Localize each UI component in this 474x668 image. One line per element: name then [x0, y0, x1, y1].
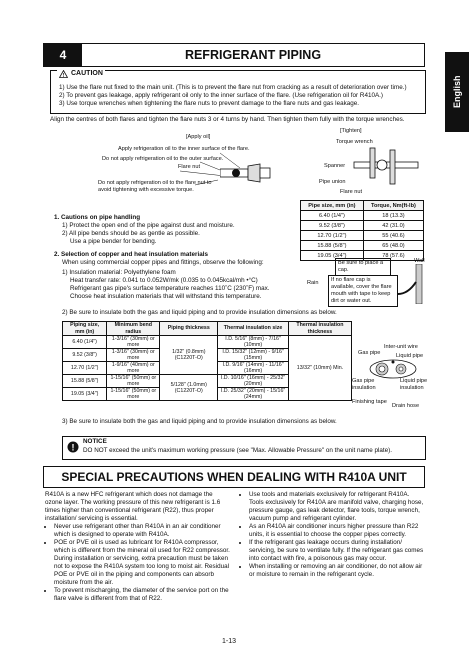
table-cell: 5/128" (1.0mm) (C1220T-O) — [160, 375, 218, 401]
left-bullets — [45, 523, 230, 603]
list-item: • If the refrigerant gas leakage occurs during installation/ servicing, be sure to ventilate fully. If the refrigerant gas comes into contact with fire, a poisonous gas may occur. — [249, 539, 424, 563]
table-row — [301, 241, 424, 251]
spanner-label: Spanner — [324, 163, 346, 169]
selection-heading: 2. Selection of copper and heat insulation materials — [54, 251, 208, 258]
svg-text:!: ! — [71, 442, 75, 453]
caution-header — [57, 70, 105, 78]
language-tab: English — [445, 52, 469, 132]
table-header: Torque, Nm(ft-lb) — [363, 201, 423, 211]
torque-table — [300, 200, 424, 261]
table-row — [301, 221, 424, 231]
section-title: REFRIGERANT PIPING — [184, 48, 322, 62]
table-cell: 19.05 (3/4") — [301, 251, 364, 261]
drain-hose-label: Drain hose — [392, 403, 420, 409]
right-column — [240, 491, 424, 579]
section2-title: SPECIAL PRECAUTIONS WHEN DEALING WITH R410A UNIT — [43, 466, 425, 488]
table-header: Piping size, mm (in) — [63, 322, 107, 336]
table-cell: 13/32" (10mm) Min. — [288, 336, 351, 401]
left-column — [45, 491, 230, 603]
gas-insulation-label: Gas pipe insulation — [352, 378, 376, 391]
list-item: • Never use refrigerant other than R410A in an air conditioner which is designed to operate with R410A. — [54, 523, 230, 539]
table-cell: 55 (40.6) — [363, 231, 423, 241]
no-outer-label: Do not apply refrigeration oil to the outer surface. — [102, 156, 224, 162]
notice-box — [62, 436, 426, 460]
insulate-instruction-2: 3) Be sure to insulate both the gas and liquid piping and to provide insulation dimensions as below. — [62, 418, 337, 425]
table-cell: 78 (57.6) — [363, 251, 423, 261]
table-cell: 9.52 (3/8") — [63, 349, 107, 362]
liquid-pipe-label: Liquid pipe — [396, 353, 424, 359]
pipe-handling-line: 2) All pipe bends should be as gentle as possible. — [62, 230, 200, 237]
selection-line: When using commercial copper pipes and fittings, observe the following: — [62, 259, 264, 266]
align-instruction: Align the centres of both flares and tighten the flare nuts 3 or 4 turns by hand. Then tighten them fully with the torque wrenches. — [50, 116, 405, 123]
table-cell: 9.52 (3/8") — [301, 221, 364, 231]
caution-item: 3) Use torque wrenches when tightening the flare nuts to prevent damage to the flare nuts and gas leakage. — [59, 100, 359, 107]
caution-label: CAUTION — [71, 70, 103, 77]
notice-icon — [67, 441, 79, 453]
pipe-handling-line: 1) Protect the open end of the pipe against dust and moisture. — [62, 222, 235, 229]
pipe-handling-heading: 1. Cautions on pipe handling — [54, 214, 141, 221]
table-header: Thermal insulation thickness — [288, 322, 351, 336]
right-bullets — [240, 491, 424, 579]
list-item: • Use tools and materials exclusively for refrigerant R410A. Tools exclusively for R410A are manifold valve, charging hose, pressure gauge, gas leak detector, flare tools, torque wrench, vacuum pump and refrigerant cylinder. — [249, 491, 424, 523]
wall-label: Wall — [414, 258, 425, 264]
table-row — [301, 231, 424, 241]
table-cell: 18 (13.3) — [363, 211, 423, 221]
table-cell: 1/32" (0.8mm) (C1220T-O) — [160, 336, 218, 375]
table-header: Pipe size, mm (in) — [301, 201, 364, 211]
flare-nut-label-2: Flare nut — [340, 189, 363, 195]
no-nut-label-2: avoid tightening with excessive torque. — [98, 187, 194, 193]
table-cell: I.D. 15/32" (12mm) - 9/16" (15mm) — [218, 349, 289, 362]
rain-label: Rain — [307, 280, 319, 286]
notice-label: NOTICE — [83, 438, 107, 445]
caution-list — [59, 84, 407, 108]
table-header: Thermal insulation size — [218, 322, 289, 336]
caution-item: 1) Use the flare nut fixed to the main unit. (This is to prevent the flare nut from cracking as a result of deterioration over time.) — [59, 84, 407, 91]
flare-nut-drawing-icon — [220, 160, 290, 190]
list-item: • POE or PVE oil is used as lubricant for R410A compressor, which is different from the mineral oil used for R22 compressor. During installation or servicing, extra precaution must be taken not to expose the R410A system too long to moist air. Residual POE or PVE oil in the piping and components can absorb moisture from the air. — [54, 539, 230, 587]
svg-text:!: ! — [62, 73, 65, 78]
table-cell: 42 (31.0) — [363, 221, 423, 231]
section-number: 4 — [44, 44, 82, 66]
table-row — [63, 336, 352, 349]
insulate-instruction: 2) Be sure to insulate both the gas and liquid piping and to provide insulation dimensions as below. — [62, 309, 337, 316]
table-cell: 6.40 (1/4") — [63, 336, 107, 349]
table-cell: I.D. 25/32" (20mm) - 15/16" (24mm) — [218, 388, 289, 401]
caution-item: 2) To prevent gas leakage, apply refrigerant oil only to the inner surface of the flare. (Use refrigeration oil for R410A.) — [59, 92, 383, 99]
table-cell: 19.05 (3/4") — [63, 388, 107, 401]
finishing-tape-label: Finishing tape — [352, 399, 387, 405]
notice-text: DO NOT exceed the unit's maximum working pressure (see "Max. Allowable Pressure" on the unit name plate). — [83, 447, 392, 454]
apply-oil-label: [Apply oil] — [186, 134, 211, 140]
table-row — [301, 211, 424, 221]
table-header: Minimum bend radius — [107, 322, 160, 336]
table-cell: I.D. 5/16" (8mm) - 7/16" (10mm) — [218, 336, 289, 349]
table-cell: 6.40 (1/4") — [301, 211, 364, 221]
no-cap-note: If no flare cap is available, cover the flare mouth with tape to keep dirt or water out. — [328, 275, 398, 307]
table-cell: I.D. 10/16" (16mm) - 25/32" (20mm) — [218, 375, 289, 388]
caution-box — [50, 70, 426, 114]
torque-wrench-label: Torque wrench — [336, 139, 373, 145]
torque-wrench-drawing-icon — [350, 146, 424, 188]
selection-line: Heat transfer rate: 0.041 to 0.052W/mk (0.035 to 0.045kcal/mh •°C) — [70, 277, 258, 284]
wall-pipe-drawing-icon — [396, 264, 424, 304]
table-cell: 1-15/16" (50mm) or more — [107, 388, 160, 401]
no-nut-label: Do not apply refrigeration oil to the flare nut to — [98, 180, 212, 186]
list-item: • When installing or removing an air conditioner, do not allow air or moisture to remain in the refrigerant cycle. — [249, 563, 424, 579]
insulation-table — [62, 321, 352, 401]
table-cell: 1-3/16" (30mm) or more — [107, 336, 160, 349]
page-number: 1-13 — [222, 638, 237, 645]
list-item: • As an R410A air conditioner incurs higher pressure than R22 units, it is essential to choose the copper pipes correctly. — [249, 523, 424, 539]
selection-line: 1) Insulation material: Polyethylene foam — [62, 269, 176, 276]
flare-nut-label: Flare nut — [178, 164, 201, 170]
cap-note: Be sure to place a cap. — [335, 258, 391, 276]
table-cell: 1-9/16" (40mm) or more — [107, 362, 160, 375]
pipe-insulation-drawing-icon — [368, 358, 418, 380]
table-cell: 12.70 (1/2") — [63, 362, 107, 375]
pipe-union-label: Pipe union — [319, 179, 346, 185]
gas-pipe-label: Gas pipe — [358, 350, 381, 356]
inter-unit-wire-label: Inter-unit wire — [384, 344, 418, 350]
table-cell: 65 (48.0) — [363, 241, 423, 251]
pipe-handling-line: Use a pipe bender for bending. — [70, 238, 157, 245]
table-cell: 15.88 (5/8") — [63, 375, 107, 388]
table-cell: 15.88 (5/8") — [301, 241, 364, 251]
section-header — [43, 43, 425, 67]
list-item: • To prevent mischarging, the diameter of the service port on the flare valve is different from that of R22. — [54, 587, 230, 603]
table-cell: I.D. 9/16" (14mm) - 11/16" (16mm) — [218, 362, 289, 375]
liquid-insulation-label: Liquid pipe insulation — [400, 378, 428, 391]
selection-line: Refrigerant gas pipe's surface temperature reaches 110˚C (230˚F) max. — [70, 285, 270, 292]
warning-triangle-icon — [59, 70, 68, 78]
selection-line: Choose heat insulation materials that will withstand this temperature. — [70, 293, 262, 300]
table-cell: 1-3/16" (30mm) or more — [107, 349, 160, 362]
table-cell: 12.70 (1/2") — [301, 231, 364, 241]
tighten-label: [Tighten] — [340, 128, 362, 134]
r410a-intro: R410A is a new HFC refrigerant which does not damage the ozone layer. The working pressure of this new refrigerant is 1.6 times higher than conventional refrigerant (R22), thus proper installation/ servicing is essential. — [45, 491, 221, 522]
table-header: Piping thickness — [160, 322, 218, 336]
apply-inner-label: Apply refrigeration oil to the inner surface of the flare. — [118, 146, 250, 152]
table-cell: 1-15/16" (50mm) or more — [107, 375, 160, 388]
